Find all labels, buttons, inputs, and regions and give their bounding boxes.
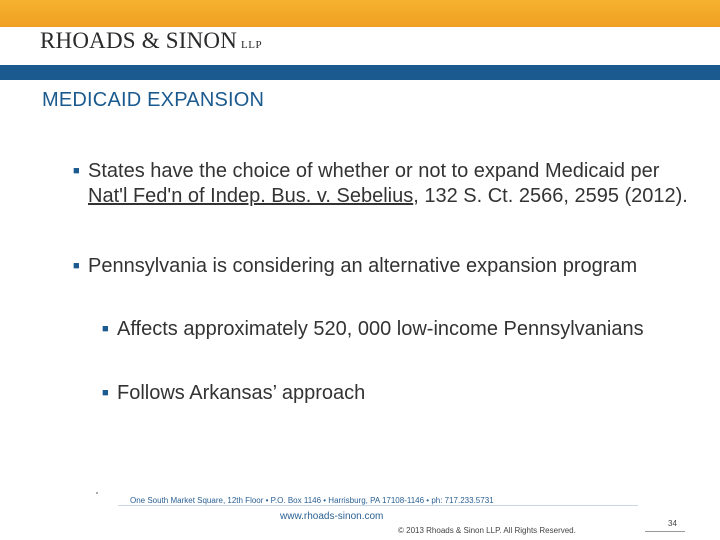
sub-bullet-text: Affects approximately 520, 000 low-income Pennsylvanians <box>117 318 644 340</box>
logo-wordmark: RHOADS & SINON <box>40 28 238 53</box>
square-bullet-icon: ■ <box>73 165 80 177</box>
sub-bullet-item <box>102 317 677 342</box>
header-orange-bar <box>0 0 720 27</box>
slide-title: MEDICAID EXPANSION <box>42 89 265 111</box>
footer-divider <box>118 505 638 506</box>
firm-logo <box>40 28 262 54</box>
footer-website-link[interactable]: www.rhoads-sinon.com <box>280 511 384 522</box>
header-blue-band <box>0 65 720 80</box>
page-number-underline <box>645 531 685 532</box>
bullet-text-citation: , 132 S. Ct. 2566, 2595 (2012). <box>413 185 688 207</box>
bullet-item <box>73 159 698 209</box>
square-bullet-icon: ■ <box>102 323 109 335</box>
sub-bullet-text: Follows Arkansas’ approach <box>117 382 366 404</box>
page-number: 34 <box>668 519 677 528</box>
bullet-text: Pennsylvania is considering an alternative expansion program <box>88 255 638 277</box>
bullet-text: States have the choice of whether or not to expand Medicaid per <box>88 160 660 182</box>
case-citation-link: Nat'l Fed'n of Indep. Bus. v. Sebelius <box>88 185 414 207</box>
footer-dot <box>96 492 98 494</box>
footer-copyright: © 2013 Rhoads & Sinon LLP. All Rights Reserved. <box>398 526 576 535</box>
square-bullet-icon: ■ <box>73 260 80 272</box>
sub-bullet-item <box>102 381 677 406</box>
footer-address: One South Market Square, 12th Floor • P.O. Box 1146 • Harrisburg, PA 17108-1146 • ph: 717.233.5731 <box>130 496 494 505</box>
bullet-item <box>73 254 698 279</box>
square-bullet-icon: ■ <box>102 387 109 399</box>
logo-llp: LLP <box>241 39 263 51</box>
